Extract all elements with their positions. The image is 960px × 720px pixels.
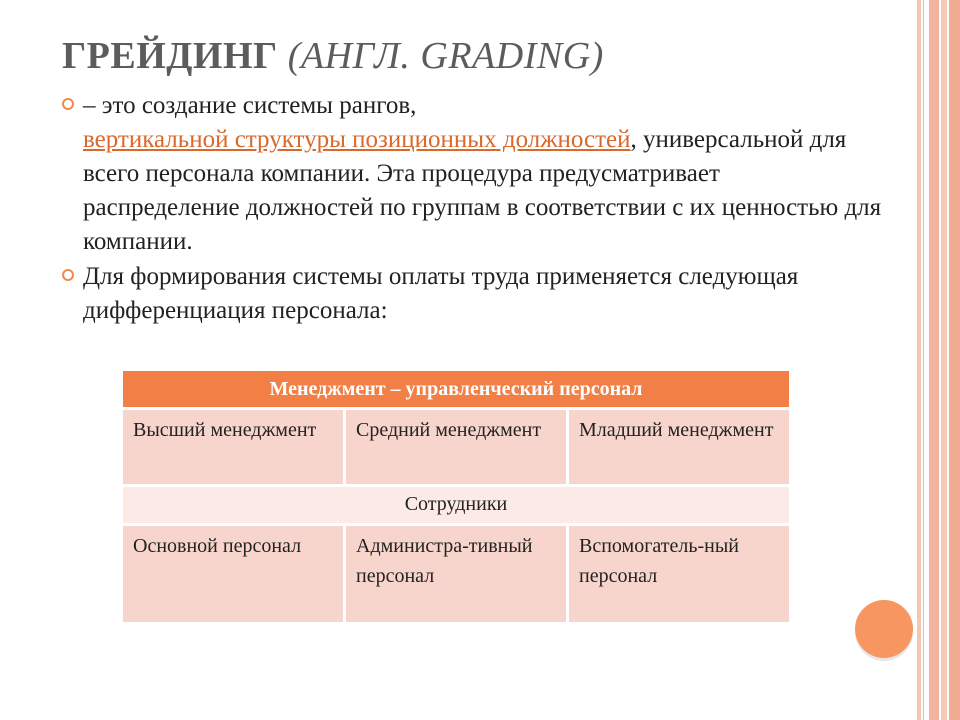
table-cell: Высший менеджмент <box>122 409 345 486</box>
table-cell: Вспомогатель-ный персонал <box>568 525 791 624</box>
bullet-circle-icon <box>62 98 74 110</box>
table-header: Менеджмент – управленческий персонал <box>122 370 791 409</box>
definition-link[interactable]: вертикальной структуры позиционных должностей <box>83 126 631 153</box>
slide-title <box>62 34 604 78</box>
bullet1-rest: универсальной для всего персонала компании. Эта процедура предусматривает распределение должностей по группам в соответствии с их ценностью для компании. <box>83 126 882 255</box>
personnel-table <box>120 368 792 625</box>
decor-stripe <box>949 0 960 720</box>
decor-stripe <box>929 0 939 720</box>
table-cell: Администра-тивный персонал <box>345 525 568 624</box>
bullet-circle-icon <box>62 269 74 281</box>
table-subheader-row <box>122 486 791 525</box>
decor-stripe <box>923 0 924 720</box>
bullet1-comma: , <box>630 126 637 153</box>
title-main: ГРЕЙДИНГ <box>62 35 278 77</box>
table-row <box>122 525 791 624</box>
table-subheader: Сотрудники <box>122 486 791 525</box>
decor-circle <box>855 600 913 658</box>
bullet-list <box>62 89 882 329</box>
bullet-item <box>62 260 882 328</box>
table-cell: Основной персонал <box>122 525 345 624</box>
decor-stripe <box>941 0 947 720</box>
bullet2-text: Для формирования системы оплаты труда применяется следующая дифференциация персонала: <box>83 263 799 324</box>
table-cell: Младший менеджмент <box>568 409 791 486</box>
bullet1-lead: – это создание системы рангов, <box>83 92 417 119</box>
table-row <box>122 409 791 486</box>
decor-stripe <box>917 0 921 720</box>
table-cell: Средний менеджмент <box>345 409 568 486</box>
table-header-row <box>122 370 791 409</box>
bullet-item <box>62 89 882 259</box>
title-sub: (АНГЛ. GRADING) <box>287 35 604 77</box>
